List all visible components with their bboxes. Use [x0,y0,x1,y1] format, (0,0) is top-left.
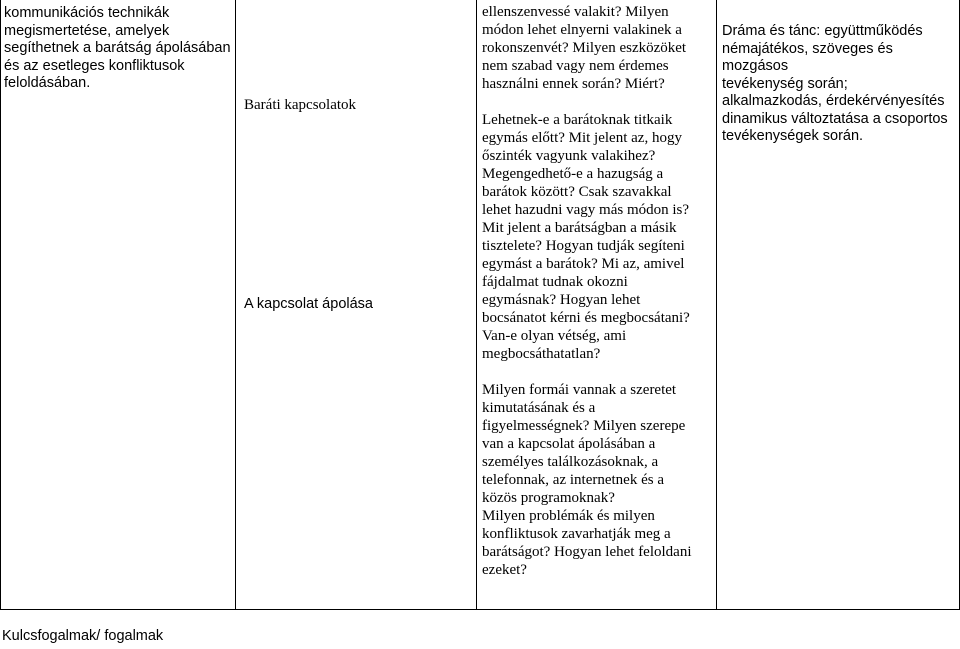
topic-relationship-care-label: A kapcsolat ápolása [244,296,373,312]
table-divider-1 [235,0,236,610]
topic-friendships [244,96,472,114]
topic-relationship-care [244,296,472,314]
connections-cell [722,23,958,146]
table-border-bottom [0,609,960,610]
connections-text: Dráma és tánc: együttműködés némajátékos, szöveges és mozgásos tevékenység során; alkalmazkodás, érdekérvényesítés dinamikus változtatása a csoportos tevékenységek során. [722,23,948,144]
table-border-left [0,0,1,610]
table-divider-3 [716,0,717,610]
development-goals-text: kommunikációs technikák megismertetése, amelyek segíthetnek a barátság ápolásában és az esetleges konfliktusok feloldásában. [4,5,231,91]
topic-friendships-label: Baráti kapcsolatok [244,97,357,113]
development-goals-cell [4,5,232,93]
table-divider-2 [476,0,477,610]
questions-block-1: ellenszenvessé valakit? Milyen módon lehet elnyerni valakinek a rokonszenvét? Milyen eszközöket nem szabad vagy nem érdemes használni ennek során? Miért? [482,4,687,92]
questions-block-3: Milyen formái vannak a szeretet kimutatásának és a figyelmességnek? Milyen szerepe van a kapcsolat ápolásában a személyes találkozásoknak, a telefonnak, az internetnek és a közös programoknak? Milyen problémák és milyen konfliktusok zavarhatják meg a barátságot? Hogyan lehet feloldani ezeket? [482,382,692,578]
key-concepts-label: Kulcsfogalmak/ fogalmak [2,628,164,644]
questions-block-2: Lehetnek-e a barátoknak titkaik egymás előtt? Mit jelent az, hogy őszinték vagyunk valakihez? Megengedhető-e a hazugság a barátok között? Csak szavakkal lehet hazudni vagy más módon is? Mit jelent a barátságban a másik tisztelete? Hogyan tudják segíteni egymást a barátok? Mi az, amivel fájdalmat tudnak okozni egymásnak? Hogyan lehet bocsánatot kérni és megbocsátani? Van-e olyan vétség, ami megbocsáthatatlan? [482,112,690,362]
questions-cell [482,3,714,579]
